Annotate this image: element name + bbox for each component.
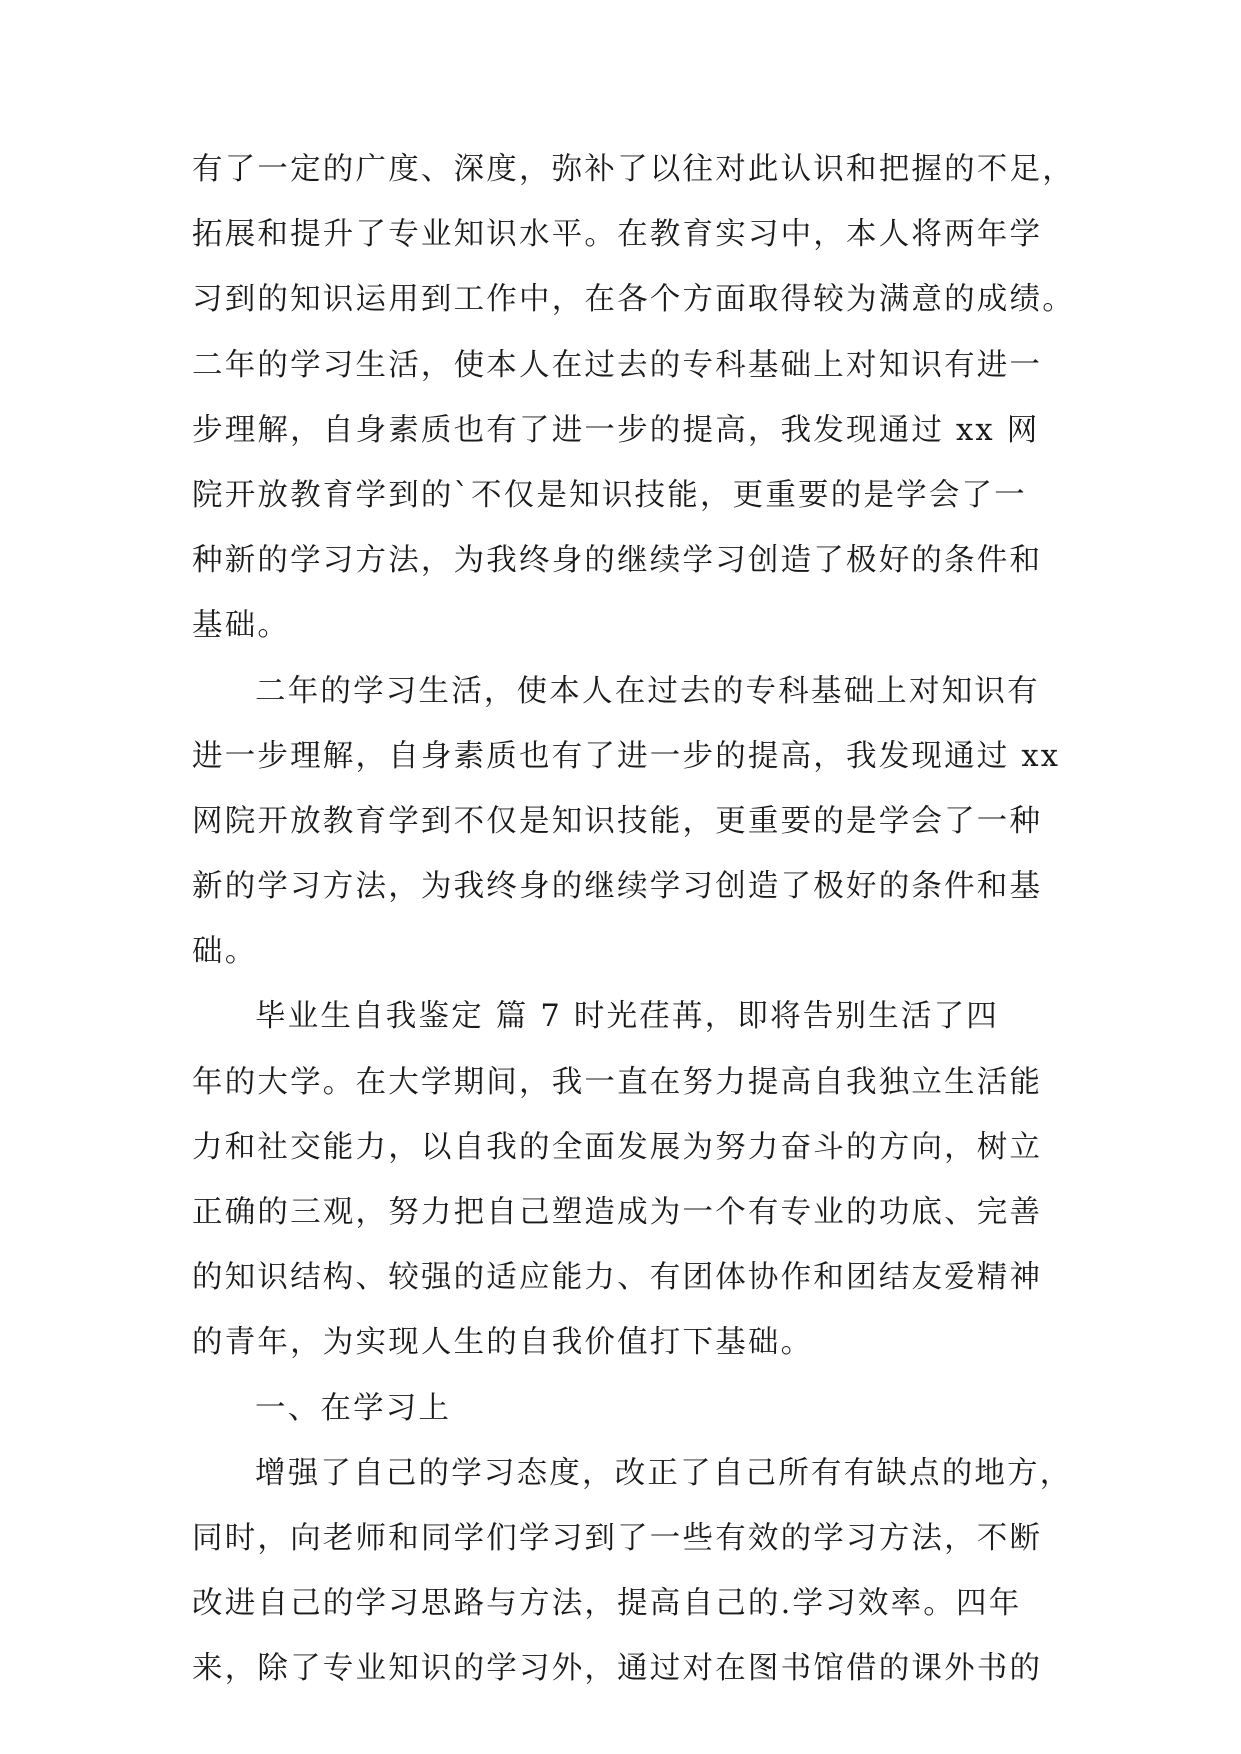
text-line: 来，除了专业知识的学习外，通过对在图书馆借的课外书的 — [192, 1651, 1043, 1687]
text-line: 二年的学习生活，使本人在过去的专科基础上对知识有 — [255, 673, 1040, 709]
text-line: 础。 — [192, 934, 258, 970]
text-line: 的青年，为实现人生的自我价值打下基础。 — [192, 1325, 814, 1361]
text-line: 一、在学习上 — [255, 1390, 452, 1426]
text-line: 种新的学习方法，为我终身的继续学习创造了极好的条件和 — [192, 543, 1043, 579]
text-line: 习到的知识运用到工作中，在各个方面取得较为满意的成绩。 — [192, 282, 1075, 318]
text-line: 同时，向老师和同学们学习到了一些有效的学习方法，不断 — [192, 1520, 1043, 1556]
text-line: 毕业生自我鉴定 篇 7 时光荏苒，即将告别生活了四 — [255, 999, 999, 1035]
text-line: 新的学习方法，为我终身的继续学习创造了极好的条件和基 — [192, 869, 1043, 905]
text-line: 院开放教育学到的`不仅是知识技能，更重要的是学会了一 — [192, 477, 1027, 513]
text-line: 改进自己的学习思路与方法，提高自己的.学习效率。四年 — [192, 1586, 1022, 1622]
text-line: 网院开放教育学到不仅是知识技能，更重要的是学会了一种 — [192, 803, 1043, 839]
text-line: 二年的学习生活，使本人在过去的专科基础上对知识有进一 — [192, 347, 1043, 383]
text-line: 拓展和提升了专业知识水平。在教育实习中，本人将两年学 — [192, 217, 1043, 253]
text-line: 步理解，自身素质也有了进一步的提高，我发现通过 xx 网 — [192, 412, 1040, 448]
text-line: 年的大学。在大学期间，我一直在努力提高自我独立生活能 — [192, 1064, 1043, 1100]
text-line: 的知识结构、较强的适应能力、有团体协作和团结友爱精神 — [192, 1260, 1043, 1296]
text-line: 有了一定的广度、深度，弥补了以往对此认识和把握的不足， — [192, 152, 1075, 187]
text-line: 力和社交能力，以自我的全面发展为努力奋斗的方向，树立 — [192, 1129, 1043, 1165]
text-line: 增强了自己的学习态度，改正了自己所有有缺点的地方， — [255, 1455, 1073, 1491]
text-line: 基础。 — [192, 608, 291, 644]
text-line: 进一步理解，自身素质也有了进一步的提高，我发现通过 xx — [192, 738, 1061, 774]
document-body — [192, 137, 1075, 1702]
text-line: 正确的三观，努力把自己塑造成为一个有专业的功底、完善 — [192, 1195, 1043, 1230]
